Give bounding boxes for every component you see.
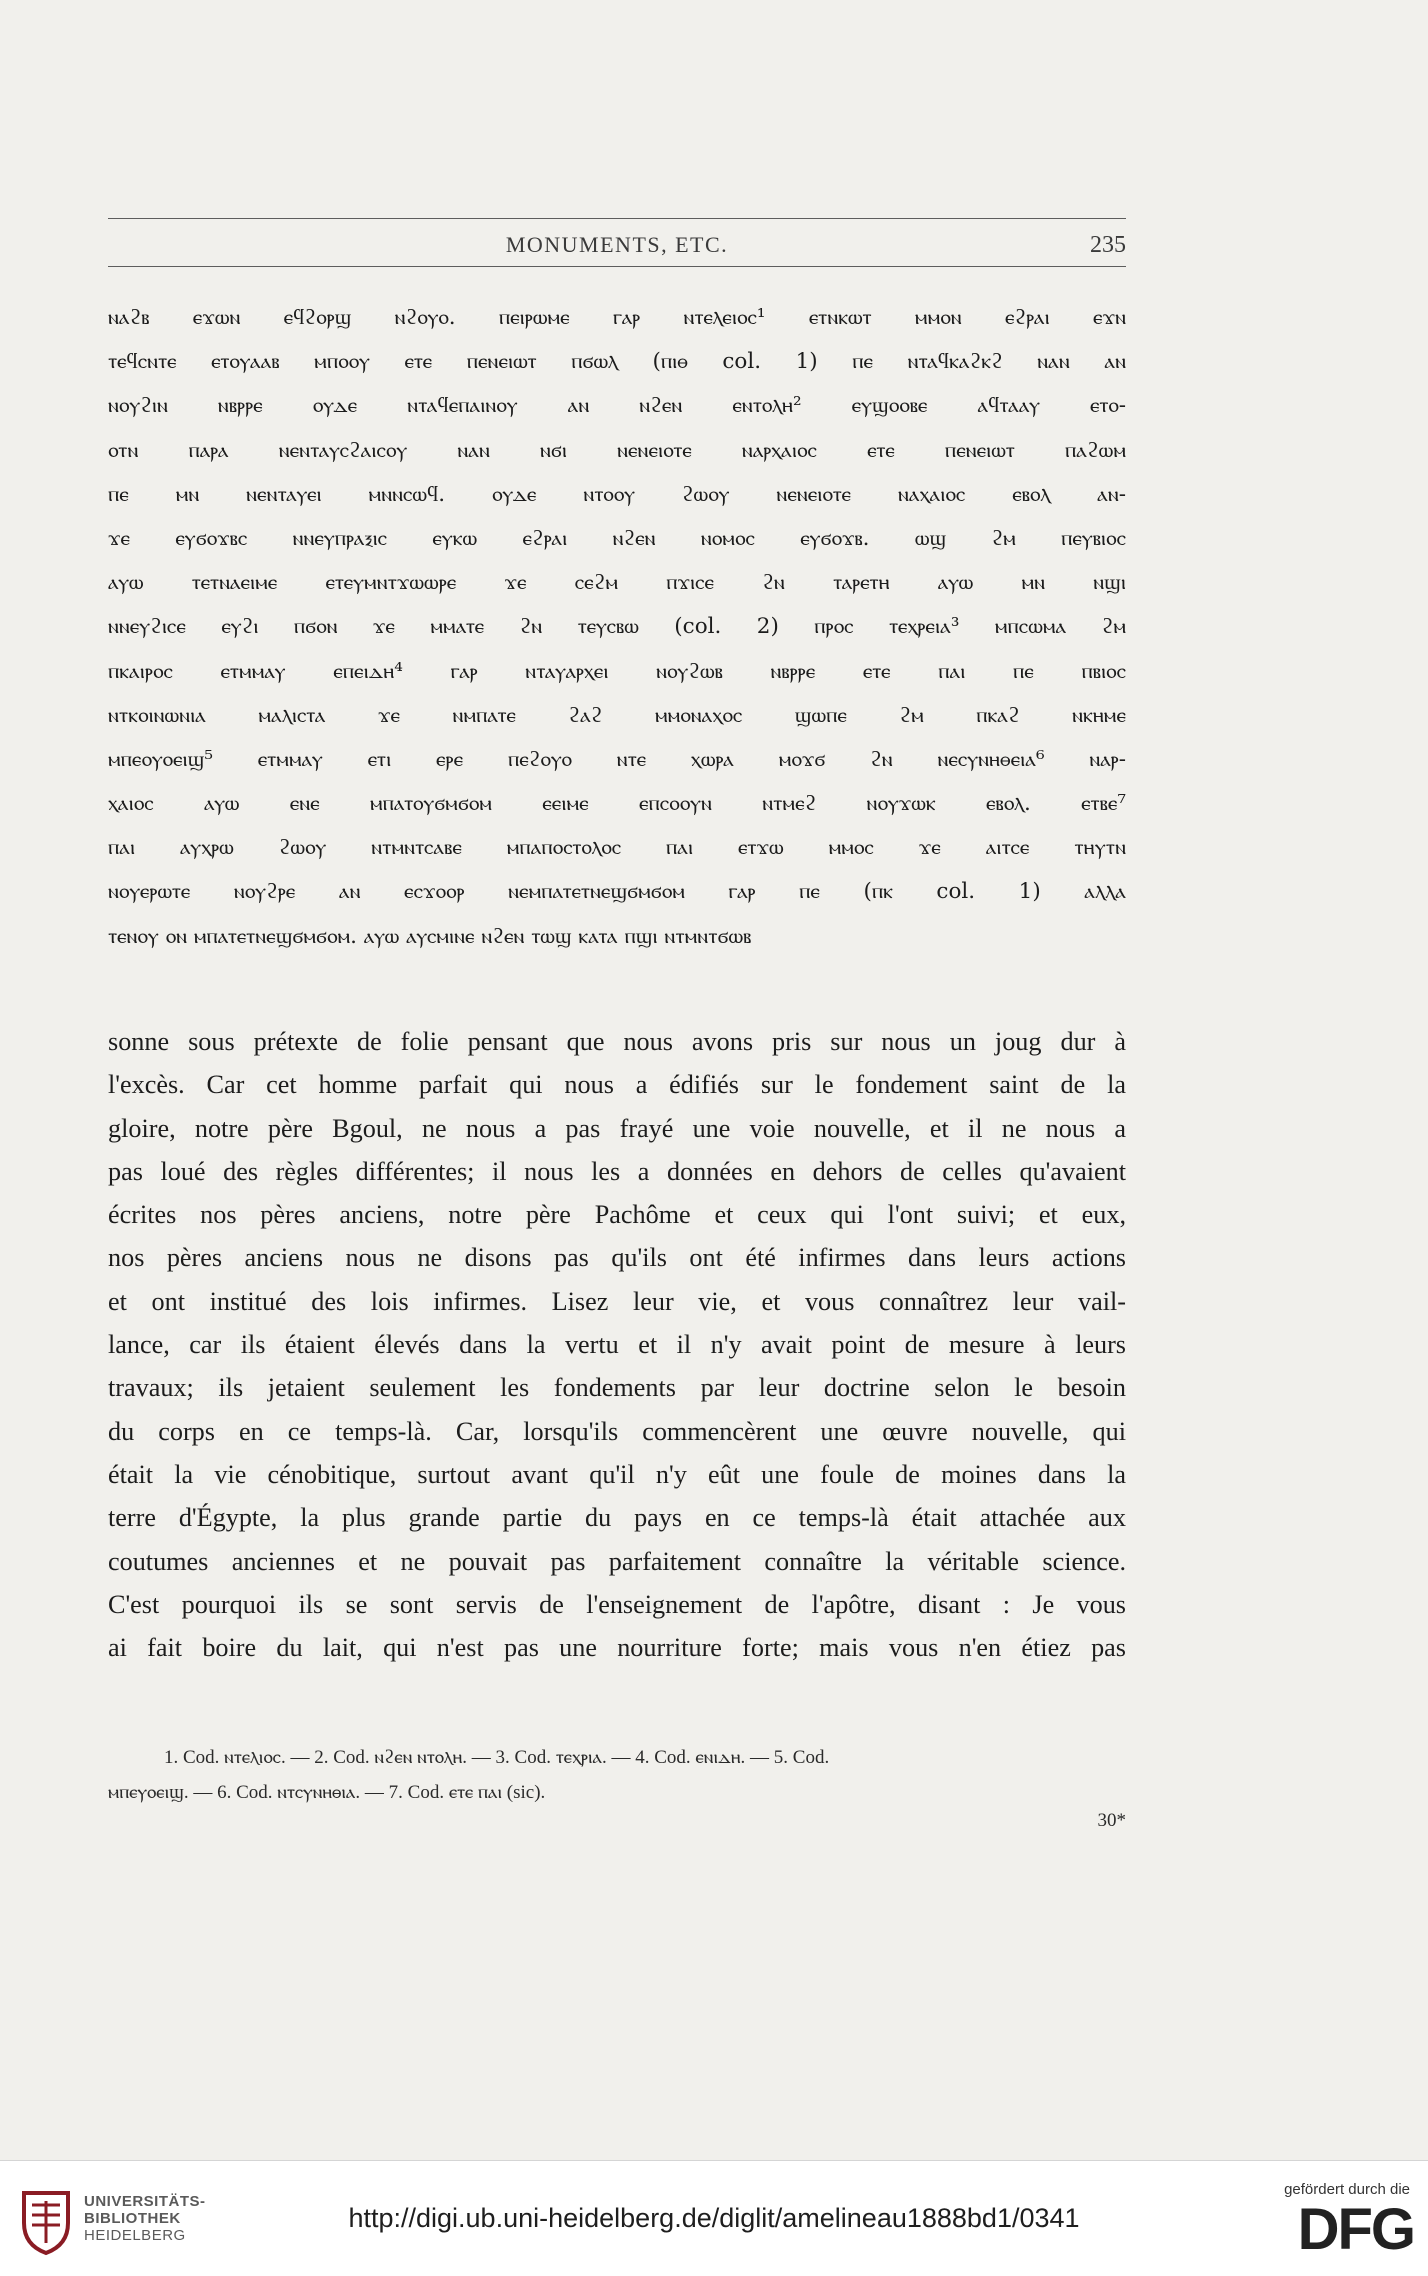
translation-line: et ont institué des lois infirmes. Lisez leur vie, et vous connaîtrez leur vail- <box>108 1286 1126 1316</box>
library-name-line: HEIDELBERG <box>84 2227 186 2244</box>
translation-line: du corps en ce temps-là. Car, lorsqu'ils commencèrent une œuvre nouvelle, qui <box>108 1416 1126 1446</box>
coptic-line: ⲛⲟⲩⲉⲣⲱⲧⲉ ⲛⲟⲩϩⲣⲉ ⲁⲛ ⲉⲥϫⲟⲟⲣ ⲛⲉⲙⲡⲁⲧⲉⲧⲛⲉϣϭⲙϭⲟⲙ ⲅⲁⲣ ⲡⲉ (ⲡⲕ col. 1) ⲁⲗⲗⲁ <box>108 879 1126 905</box>
translation-line: C'est pourquoi ils se sont servis de l'enseignement de l'apôtre, disant : Je vous <box>108 1589 1126 1619</box>
translation-line: travaux; ils jetaient seulement les fondements par leur doctrine selon le besoin <box>108 1373 1126 1403</box>
coptic-line: ⲛⲟⲩϩⲓⲛ ⲛⲃⲣⲣⲉ ⲟⲩⲇⲉ ⲛⲧⲁϥⲉⲡⲁⲓⲛⲟⲩ ⲁⲛ ⲛϩⲉⲛ ⲉⲛⲧⲟⲗⲏ² ⲉⲩϣⲟⲟⲃⲉ ⲁϥⲧⲁⲁⲩ ⲉⲧⲟ- <box>108 393 1126 419</box>
coptic-line: ϫⲉ ⲉⲩϭⲟϫⲃⲥ ⲛⲛⲉⲩⲡⲣⲁⲝⲓⲥ ⲉⲩⲕⲱ ⲉϩⲣⲁⲓ ⲛϩⲉⲛ ⲛⲟⲙⲟⲥ ⲉⲩϭⲟϫⲃ. ⲱϣ ϩⲙ ⲡⲉⲩⲃⲓⲟⲥ <box>108 525 1126 551</box>
coptic-text-block <box>108 296 1126 959</box>
coptic-line: ⲁⲩⲱ ⲧⲉⲧⲛⲁⲉⲓⲙⲉ ⲉⲧⲉⲩⲙⲛⲧϫⲱⲱⲣⲉ ϫⲉ ⲥⲉϩⲙ ⲡϫⲓⲥⲉ ϩⲛ ⲧⲁⲣⲉⲧⲏ ⲁⲩⲱ ⲙⲛ ⲛϣⲓ <box>108 570 1126 596</box>
translation-line: était la vie cénobitique, surtout avant qu'il n'y eût une foule de moines dans la <box>108 1459 1126 1489</box>
library-name-line: UNIVERSITÄTS- <box>84 2193 206 2210</box>
translation-line: gloire, notre père Bgoul, ne nous a pas frayé une voie nouvelle, et il ne nous a <box>108 1113 1126 1143</box>
digitization-footer <box>0 2160 1428 2276</box>
footnotes <box>108 1740 1126 1810</box>
coptic-line: ⲭⲁⲓⲟⲥ ⲁⲩⲱ ⲉⲛⲉ ⲙⲡⲁⲧⲟⲩϭⲙϭⲟⲙ ⲉⲉⲓⲙⲉ ⲉⲡⲥⲟⲟⲩⲛ ⲛⲧⲙⲉϩ ⲛⲟⲩϫⲱⲕ ⲉⲃⲟⲗ. ⲉⲧⲃⲉ⁷ <box>108 791 1126 817</box>
coptic-line: ⲛⲁϩⲃ ⲉϫⲱⲛ ⲉϥϩⲟⲣϣ ⲛϩⲟⲩⲟ. ⲡⲉⲓⲣⲱⲙⲉ ⲅⲁⲣ ⲛⲧⲉⲗⲉⲓⲟⲥ¹ ⲉⲧⲛⲕⲱⲧ ⲙⲙⲟⲛ ⲉϩⲣⲁⲓ ⲉϫⲛ <box>108 305 1126 330</box>
sponsor-label: gefördert durch die <box>1284 2181 1410 2198</box>
running-head-title: MONUMENTS, ETC. <box>505 232 729 257</box>
translation-line: l'excès. Car cet homme parfait qui nous a édifiés sur le fondement saint de la <box>108 1070 1126 1100</box>
coptic-line: ⲛⲧⲕⲟⲓⲛⲱⲛⲓⲁ ⲙⲁⲗⲓⲥⲧⲁ ϫⲉ ⲛⲙⲡⲁⲧⲉ ϩⲁϩ ⲙⲙⲟⲛⲁⲭⲟⲥ ϣⲱⲡⲉ ϩⲙ ⲡⲕⲁϩ ⲛⲕⲏⲙⲉ <box>108 702 1126 728</box>
translation-line: lance, car ils étaient élevés dans la vertu et il n'y avait point de mesure à leurs <box>108 1330 1126 1360</box>
header-rule-top <box>108 218 1126 219</box>
coptic-line: ⲡⲁⲓ ⲁⲩⲭⲣⲱ ϩⲱⲟⲩ ⲛⲧⲙⲛⲧⲥⲁⲃⲉ ⲙⲡⲁⲡⲟⲥⲧⲟⲗⲟⲥ ⲡⲁⲓ ⲉⲧϫⲱ ⲙⲙⲟⲥ ϫⲉ ⲁⲓⲧⲥⲉ ⲧⲏⲩⲧⲛ <box>108 835 1126 861</box>
coptic-line: ⲙⲡⲉⲟⲩⲟⲉⲓϣ⁵ ⲉⲧⲙⲙⲁⲩ ⲉⲧⲓ ⲉⲣⲉ ⲡⲉϩⲟⲩⲟ ⲛⲧⲉ ⲭⲱⲣⲁ ⲙⲟϫϭ ϩⲛ ⲛⲉⲥⲩⲛⲏⲑⲉⲓⲁ⁶ ⲛⲁⲣ- <box>108 746 1126 772</box>
translation-line: coutumes anciennes et ne pouvait pas parfaitement connaître la véritable science. <box>108 1546 1126 1576</box>
coptic-line: ⲟⲧⲛ ⲡⲁⲣⲁ ⲛⲉⲛⲧⲁⲩⲥϩⲁⲓⲥⲟⲩ ⲛⲁⲛ ⲛϭⲓ ⲛⲉⲛⲉⲓⲟⲧⲉ ⲛⲁⲣⲭⲁⲓⲟⲥ ⲉⲧⲉ ⲡⲉⲛⲉⲓⲱⲧ ⲡⲁϩⲱⲙ <box>108 437 1126 463</box>
translation-line: écrites nos pères anciens, notre père Pachôme et ceux qui l'ont suivi; et eux, <box>108 1200 1126 1230</box>
coptic-line: ⲡⲕⲁⲓⲣⲟⲥ ⲉⲧⲙⲙⲁⲩ ⲉⲡⲉⲓⲇⲏ⁴ ⲅⲁⲣ ⲛⲧⲁⲩⲁⲣⲭⲉⲓ ⲛⲟⲩϩⲱⲃ ⲛⲃⲣⲣⲉ ⲉⲧⲉ ⲡⲁⲓ ⲡⲉ ⲡⲃⲓⲟⲥ <box>108 658 1126 684</box>
page-number: 235 <box>1090 232 1126 258</box>
library-name-line: BIBLIOTHEK <box>84 2210 181 2227</box>
coptic-line: ⲧⲉⲛⲟⲩ ⲟⲛ ⲙⲡⲁⲧⲉⲧⲛⲉϣϭⲙϭⲟⲙ. ⲁⲩⲱ ⲁⲩⲥⲙⲓⲛⲉ ⲛϩⲉⲛ ⲧⲱϣ ⲕⲁⲧⲁ ⲡϣⲓ ⲛⲧⲙⲛⲧϭⲱⲃ <box>108 923 752 949</box>
translation-line: sonne sous prétexte de folie pensant que nous avons pris sur nous un joug dur à <box>108 1027 1126 1056</box>
translation-line: pas loué des règles différentes; il nous les a données en dehors de celles qu'avaient <box>108 1156 1126 1186</box>
footnote-line: 1. Cod. ⲛⲧⲉⲗⲓⲟⲥ. — 2. Cod. ⲛϩⲉⲛ ⲛⲧⲟⲗⲏ. — 3. Cod. ⲧⲉⲭⲣⲓⲁ. — 4. Cod. ⲉⲛⲓⲇⲏ. — 5. Cod. <box>164 1747 830 1768</box>
signature-mark: 30* <box>1097 1810 1126 1831</box>
translation-line: ai fait boire du lait, qui n'est pas une nourriture forte; mais vous n'en étiez pas <box>108 1633 1126 1663</box>
coptic-line: ⲧⲉϥⲥⲛⲧⲉ ⲉⲧⲟⲩⲁⲁⲃ ⲙⲡⲟⲟⲩ ⲉⲧⲉ ⲡⲉⲛⲉⲓⲱⲧ ⲡϭⲱⲗ (ⲡⲓⲑ col. 1) ⲡⲉ ⲛⲧⲁϥⲕⲁϩⲕϩ ⲛⲁⲛ ⲁⲛ <box>108 349 1126 375</box>
french-translation-block <box>108 1020 1126 1669</box>
dfg-logo: DFG <box>1297 2197 1414 2262</box>
coptic-line: ⲛⲛⲉⲩϩⲓⲥⲉ ⲉⲩϩⲓ ⲡϭⲟⲛ ϫⲉ ⲙⲙⲁⲧⲉ ϩⲛ ⲧⲉⲩⲥⲃⲱ (col. 2) ⲡⲣⲟⲥ ⲧⲉⲭⲣⲉⲓⲁ³ ⲙⲡⲥⲱⲙⲁ ϩⲙ <box>108 614 1126 640</box>
coptic-line: ⲡⲉ ⲙⲛ ⲛⲉⲛⲧⲁⲩⲉⲓ ⲙⲛⲛⲥⲱϥ. ⲟⲩⲇⲉ ⲛⲧⲟⲟⲩ ϩⲱⲟⲩ ⲛⲉⲛⲉⲓⲟⲧⲉ ⲛⲁⲭⲁⲓⲟⲥ ⲉⲃⲟⲗ ⲁⲛ- <box>108 481 1126 507</box>
translation-line: terre d'Égypte, la plus grande partie du pays en ce temps-là était attachée aux <box>108 1503 1126 1533</box>
footnote-line: ⲙⲡⲉⲩⲟⲉⲓϣ. — 6. Cod. ⲛⲧⲥⲩⲛⲏⲑⲓⲁ. — 7. Cod. ⲉⲧⲉ ⲡⲁⲓ (sic). <box>108 1782 546 1803</box>
source-url-link[interactable]: http://digi.ub.uni-heidelberg.de/diglit/amelineau1888bd1/0341 <box>348 2203 1080 2233</box>
translation-line: nos pères anciens nous ne disons pas qu'ils ont été infirmes dans leurs actions <box>108 1243 1126 1273</box>
header-rule-bottom <box>108 266 1126 267</box>
